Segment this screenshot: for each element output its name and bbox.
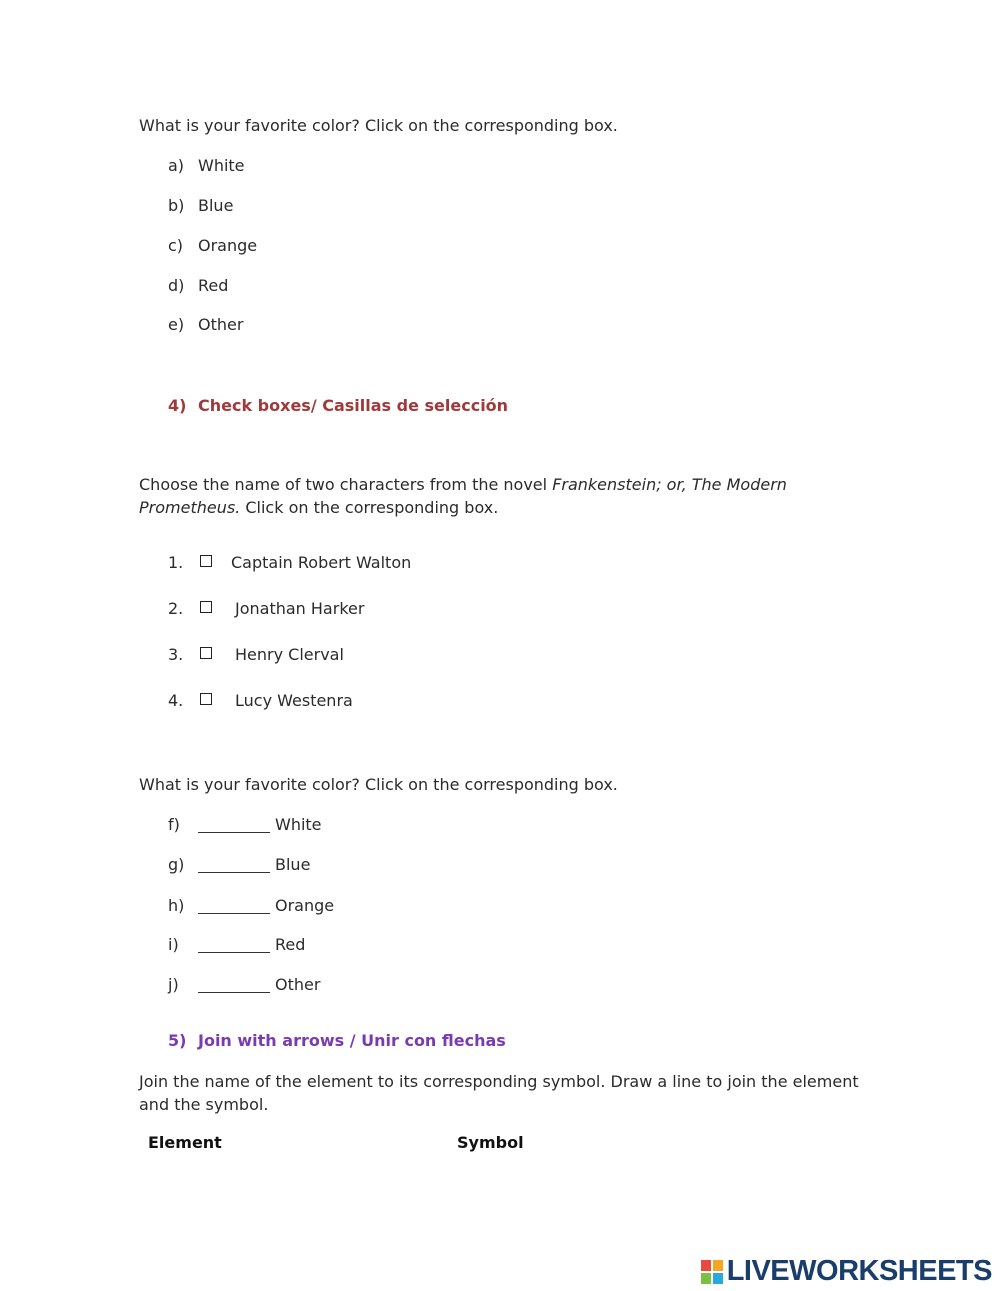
logo-text: LIVEWORKSHEETS	[726, 1255, 992, 1287]
option-other-text: Other	[275, 975, 321, 994]
blank-line-other[interactable]	[198, 975, 270, 993]
logo-tile	[713, 1260, 723, 1271]
checkbox-clerval[interactable]	[200, 647, 212, 659]
option-white[interactable]: White	[198, 156, 245, 175]
option-label: b)	[168, 196, 185, 215]
section4-title: Check boxes/ Casillas de selección	[198, 396, 509, 415]
option-label: c)	[168, 236, 184, 255]
character-clerval: Henry Clerval	[235, 645, 344, 664]
question-favorite-color-2: What is your favorite color? Click on the corresponding box.	[139, 775, 618, 794]
item-number: 4.	[168, 691, 184, 710]
column-element-header: Element	[148, 1133, 222, 1152]
section5-title: Join with arrows / Unir con flechas	[198, 1031, 506, 1050]
column-symbol-header: Symbol	[457, 1133, 524, 1152]
item-number: 1.	[168, 553, 184, 572]
section4-number: 4)	[168, 396, 187, 415]
logo-tile	[713, 1273, 723, 1284]
item-number: 2.	[168, 599, 184, 618]
option-label: f)	[168, 815, 180, 834]
question-text-end: Click on the corresponding box.	[240, 498, 499, 517]
option-other[interactable]: Other	[198, 315, 244, 334]
option-label: h)	[168, 896, 185, 915]
logo-tile	[701, 1260, 711, 1271]
logo-tile	[701, 1273, 711, 1284]
checkbox-westenra[interactable]	[200, 693, 212, 705]
checkbox-harker[interactable]	[200, 601, 212, 613]
character-walton: Captain Robert Walton	[231, 553, 412, 572]
blank-line-red[interactable]	[198, 935, 270, 953]
option-blue[interactable]: Blue	[198, 196, 234, 215]
section5-number: 5)	[168, 1031, 187, 1050]
option-red-text: Red	[275, 935, 306, 954]
option-label: e)	[168, 315, 185, 334]
option-label: i)	[168, 935, 179, 954]
option-blue-text: Blue	[275, 855, 311, 874]
blank-line-white[interactable]	[198, 815, 270, 833]
novel-title: Frankenstein; or, The Modern Prometheus.	[139, 475, 787, 517]
section4-question	[139, 473, 859, 519]
character-harker: Jonathan Harker	[235, 599, 365, 618]
logo-tiles-icon	[701, 1260, 723, 1284]
option-white-text: White	[275, 815, 322, 834]
option-orange[interactable]: Orange	[198, 236, 258, 255]
liveworksheets-logo	[701, 1255, 992, 1288]
checkbox-walton[interactable]	[200, 555, 212, 567]
option-label: j)	[168, 975, 179, 994]
option-orange-text: Orange	[275, 896, 335, 915]
section5-instructions: Join the name of the element to its corresponding symbol. Draw a line to join the element and the symbol.	[139, 1072, 859, 1114]
question-favorite-color: What is your favorite color? Click on the corresponding box.	[139, 116, 618, 135]
option-label: a)	[168, 156, 185, 175]
option-red[interactable]: Red	[198, 276, 229, 295]
character-westenra: Lucy Westenra	[235, 691, 353, 710]
blank-line-orange[interactable]	[198, 896, 270, 914]
option-label: d)	[168, 276, 185, 295]
item-number: 3.	[168, 645, 184, 664]
blank-line-blue[interactable]	[198, 855, 270, 873]
option-label: g)	[168, 855, 185, 874]
question-text-start: Choose the name of two characters from the novel	[139, 475, 553, 494]
